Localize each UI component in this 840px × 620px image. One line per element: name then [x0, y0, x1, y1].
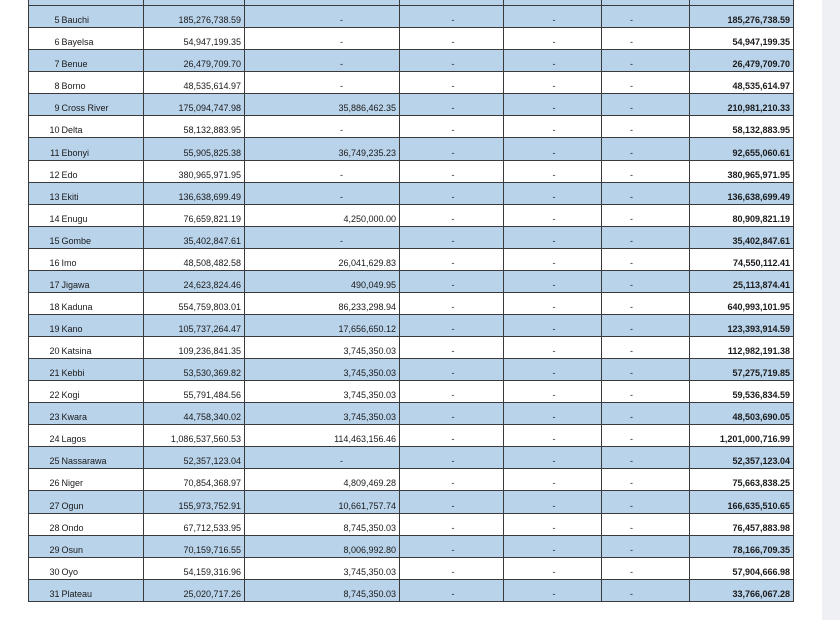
state-name: Ondo [61, 513, 144, 535]
table-row [29, 50, 794, 72]
amount-cell: - [400, 72, 504, 94]
amount-cell: 53,530,369.82 [144, 359, 245, 381]
amount-cell: - [504, 381, 602, 403]
amount-cell: 86,233,298.94 [245, 292, 400, 314]
total-cell: 185,276,738.59 [690, 6, 794, 28]
amount-cell: 185,276,738.59 [144, 6, 245, 28]
row-number: 12 [29, 160, 61, 182]
amount-cell: - [504, 513, 602, 535]
table-row [29, 337, 794, 359]
amount-cell: 4,809,469.28 [245, 469, 400, 491]
amount-cell: - [602, 337, 690, 359]
amount-cell: - [400, 469, 504, 491]
amount-cell: - [400, 557, 504, 579]
table-row [29, 226, 794, 248]
table-row [29, 535, 794, 557]
row-number: 15 [29, 226, 61, 248]
row-number: 14 [29, 204, 61, 226]
amount-cell: - [504, 94, 602, 116]
amount-cell: 8,006,992.80 [245, 535, 400, 557]
amount-cell: 8,745,350.03 [245, 579, 400, 601]
state-name: Lagos [61, 425, 144, 447]
total-cell: 48,503,690.05 [690, 403, 794, 425]
table-row [29, 314, 794, 336]
row-number: 21 [29, 359, 61, 381]
amount-cell: - [602, 182, 690, 204]
total-cell: 54,947,199.35 [690, 28, 794, 50]
amount-cell: - [504, 292, 602, 314]
table-row [29, 381, 794, 403]
row-number: 20 [29, 337, 61, 359]
state-name: Benue [61, 50, 144, 72]
state-name: Osun [61, 535, 144, 557]
row-number: 31 [29, 579, 61, 601]
amount-cell: 1,086,537,560.53 [144, 425, 245, 447]
amount-cell: - [602, 50, 690, 72]
amount-cell: - [602, 138, 690, 160]
amount-cell: - [504, 579, 602, 601]
amount-cell: - [400, 226, 504, 248]
table-row [29, 359, 794, 381]
amount-cell: - [504, 72, 602, 94]
amount-cell: 3,745,350.03 [245, 359, 400, 381]
row-number: 22 [29, 381, 61, 403]
row-number: 28 [29, 513, 61, 535]
amount-cell: 114,463,156.46 [245, 425, 400, 447]
amount-cell: - [602, 292, 690, 314]
table-row [29, 204, 794, 226]
table-row [29, 182, 794, 204]
total-cell: 380,965,971.95 [690, 160, 794, 182]
state-name: Katsina [61, 337, 144, 359]
total-cell: 48,535,614.97 [690, 72, 794, 94]
amount-cell: 25,020,717.26 [144, 579, 245, 601]
amount-cell: - [400, 50, 504, 72]
amount-cell: - [504, 337, 602, 359]
total-cell: 80,909,821.19 [690, 204, 794, 226]
amount-cell: - [504, 425, 602, 447]
amount-cell: 48,508,482.58 [144, 248, 245, 270]
amount-cell: - [602, 535, 690, 557]
total-cell: 166,635,510.65 [690, 491, 794, 513]
amount-cell: 36,749,235.23 [245, 138, 400, 160]
amount-cell: 554,759,803.01 [144, 292, 245, 314]
state-name: Kano [61, 314, 144, 336]
state-name: Bauchi [61, 6, 144, 28]
row-number: 10 [29, 116, 61, 138]
amount-cell: 490,049.95 [245, 270, 400, 292]
row-number: 6 [29, 28, 61, 50]
amount-cell: - [504, 535, 602, 557]
state-name: Nassarawa [61, 447, 144, 469]
state-name: Kogi [61, 381, 144, 403]
amount-cell: - [504, 359, 602, 381]
amount-cell: - [602, 270, 690, 292]
row-number: 13 [29, 182, 61, 204]
total-cell: 25,113,874.41 [690, 270, 794, 292]
row-number: 19 [29, 314, 61, 336]
total-cell: 33,766,067.28 [690, 579, 794, 601]
total-cell: 78,166,709.35 [690, 535, 794, 557]
amount-cell: - [602, 160, 690, 182]
amount-cell: 76,659,821.19 [144, 204, 245, 226]
amount-cell: - [400, 579, 504, 601]
state-name: Gombe [61, 226, 144, 248]
amount-cell: 54,159,316.96 [144, 557, 245, 579]
table-row [29, 138, 794, 160]
amount-cell: - [400, 28, 504, 50]
total-cell: 112,982,191.38 [690, 337, 794, 359]
row-number: 24 [29, 425, 61, 447]
table-row [29, 6, 794, 28]
amount-cell: - [504, 116, 602, 138]
row-number: 17 [29, 270, 61, 292]
state-name: Kwara [61, 403, 144, 425]
table-row [29, 160, 794, 182]
amount-cell: - [245, 116, 400, 138]
amount-cell: - [504, 491, 602, 513]
amount-cell: 55,791,484.56 [144, 381, 245, 403]
amount-cell: 26,041,629.83 [245, 248, 400, 270]
amount-cell: - [602, 94, 690, 116]
state-name: Kaduna [61, 292, 144, 314]
amount-cell: - [504, 403, 602, 425]
row-number: 8 [29, 72, 61, 94]
row-number: 25 [29, 447, 61, 469]
table-row [29, 72, 794, 94]
amount-cell: 58,132,883.95 [144, 116, 245, 138]
amount-cell: 52,357,123.04 [144, 447, 245, 469]
amount-cell: - [504, 226, 602, 248]
amount-cell: - [504, 6, 602, 28]
amount-cell: 44,758,340.02 [144, 403, 245, 425]
amount-cell: 3,745,350.03 [245, 557, 400, 579]
amount-cell: - [602, 513, 690, 535]
state-name: Jigawa [61, 270, 144, 292]
amount-cell: - [245, 50, 400, 72]
table-row [29, 579, 794, 601]
amount-cell: - [602, 359, 690, 381]
amount-cell: - [602, 248, 690, 270]
amount-cell: - [400, 248, 504, 270]
amount-cell: - [602, 72, 690, 94]
amount-cell: - [504, 160, 602, 182]
total-cell: 210,981,210.33 [690, 94, 794, 116]
amount-cell: - [504, 469, 602, 491]
table-row [29, 94, 794, 116]
row-number: 11 [29, 138, 61, 160]
amount-cell: - [400, 204, 504, 226]
row-number: 27 [29, 491, 61, 513]
amount-cell: 10,661,757.74 [245, 491, 400, 513]
amount-cell: - [504, 50, 602, 72]
total-cell: 57,904,666.98 [690, 557, 794, 579]
amount-cell: - [400, 513, 504, 535]
amount-cell: - [400, 182, 504, 204]
state-name: Enugu [61, 204, 144, 226]
amount-cell: 54,947,199.35 [144, 28, 245, 50]
amount-cell: - [504, 182, 602, 204]
row-number: 26 [29, 469, 61, 491]
amount-cell: - [504, 270, 602, 292]
amount-cell: - [602, 579, 690, 601]
amount-cell: - [602, 403, 690, 425]
total-cell: 136,638,699.49 [690, 182, 794, 204]
amount-cell: 24,623,824.46 [144, 270, 245, 292]
state-name: Niger [61, 469, 144, 491]
state-allocation-table [28, 0, 794, 602]
amount-cell: - [602, 491, 690, 513]
amount-cell: - [504, 204, 602, 226]
amount-cell: - [245, 6, 400, 28]
amount-cell: 380,965,971.95 [144, 160, 245, 182]
amount-cell: 155,973,752.91 [144, 491, 245, 513]
row-number: 18 [29, 292, 61, 314]
amount-cell: 136,638,699.49 [144, 182, 245, 204]
amount-cell: - [400, 337, 504, 359]
amount-cell: - [245, 72, 400, 94]
amount-cell: 8,745,350.03 [245, 513, 400, 535]
amount-cell: 105,737,264.47 [144, 314, 245, 336]
amount-cell: - [400, 359, 504, 381]
state-name: Imo [61, 248, 144, 270]
amount-cell: - [245, 226, 400, 248]
table-row [29, 557, 794, 579]
amount-cell: - [400, 94, 504, 116]
state-name: Edo [61, 160, 144, 182]
amount-cell: - [400, 403, 504, 425]
amount-cell: - [602, 469, 690, 491]
amount-cell: - [602, 557, 690, 579]
amount-cell: - [400, 138, 504, 160]
amount-cell: - [504, 138, 602, 160]
amount-cell: - [400, 535, 504, 557]
amount-cell: 109,236,841.35 [144, 337, 245, 359]
total-cell: 92,655,060.61 [690, 138, 794, 160]
amount-cell: - [602, 6, 690, 28]
amount-cell: - [400, 116, 504, 138]
amount-cell: - [602, 204, 690, 226]
total-cell: 58,132,883.95 [690, 116, 794, 138]
amount-cell: - [602, 226, 690, 248]
total-cell: 76,457,883.98 [690, 513, 794, 535]
state-name: Kebbi [61, 359, 144, 381]
amount-cell: - [400, 160, 504, 182]
row-number: 7 [29, 50, 61, 72]
table-row [29, 116, 794, 138]
amount-cell: - [602, 28, 690, 50]
amount-cell: 35,402,847.61 [144, 226, 245, 248]
amount-cell: - [504, 28, 602, 50]
row-number: 9 [29, 94, 61, 116]
state-name: Plateau [61, 579, 144, 601]
table-row [29, 447, 794, 469]
table-row [29, 292, 794, 314]
amount-cell: - [602, 447, 690, 469]
amount-cell: - [400, 314, 504, 336]
amount-cell: - [504, 557, 602, 579]
amount-cell: 3,745,350.03 [245, 403, 400, 425]
total-cell: 26,479,709.70 [690, 50, 794, 72]
amount-cell: 48,535,614.97 [144, 72, 245, 94]
amount-cell: 70,159,716.55 [144, 535, 245, 557]
total-cell: 123,393,914.59 [690, 314, 794, 336]
state-name: Ogun [61, 491, 144, 513]
amount-cell: 70,854,368.97 [144, 469, 245, 491]
amount-cell: 67,712,533.95 [144, 513, 245, 535]
total-cell: 59,536,834.59 [690, 381, 794, 403]
state-name: Ebonyi [61, 138, 144, 160]
state-name: Delta [61, 116, 144, 138]
amount-cell: - [245, 182, 400, 204]
state-name: Cross River [61, 94, 144, 116]
amount-cell: - [504, 248, 602, 270]
total-cell: 1,201,000,716.99 [690, 425, 794, 447]
amount-cell: - [400, 425, 504, 447]
total-cell: 57,275,719.85 [690, 359, 794, 381]
table-row [29, 28, 794, 50]
table-row [29, 403, 794, 425]
state-name: Oyo [61, 557, 144, 579]
amount-cell: 4,250,000.00 [245, 204, 400, 226]
total-cell: 74,550,112.41 [690, 248, 794, 270]
amount-cell: - [400, 292, 504, 314]
state-name: Bayelsa [61, 28, 144, 50]
table-row [29, 469, 794, 491]
row-number: 5 [29, 6, 61, 28]
amount-cell: 3,745,350.03 [245, 337, 400, 359]
amount-cell: - [245, 28, 400, 50]
amount-cell: 175,094,747.98 [144, 94, 245, 116]
amount-cell: - [602, 381, 690, 403]
table-row [29, 248, 794, 270]
amount-cell: - [400, 447, 504, 469]
amount-cell: 35,886,462.35 [245, 94, 400, 116]
amount-cell: - [602, 116, 690, 138]
table-row [29, 513, 794, 535]
row-number: 29 [29, 535, 61, 557]
amount-cell: 55,905,825.38 [144, 138, 245, 160]
amount-cell: - [245, 447, 400, 469]
table-row [29, 425, 794, 447]
table-row [29, 491, 794, 513]
state-name: Ekiti [61, 182, 144, 204]
amount-cell: 17,656,650.12 [245, 314, 400, 336]
amount-cell: - [504, 314, 602, 336]
table-row [29, 270, 794, 292]
amount-cell: - [245, 160, 400, 182]
total-cell: 640,993,101.95 [690, 292, 794, 314]
row-number: 16 [29, 248, 61, 270]
amount-cell: - [504, 447, 602, 469]
amount-cell: 26,479,709.70 [144, 50, 245, 72]
total-cell: 52,357,123.04 [690, 447, 794, 469]
amount-cell: - [400, 270, 504, 292]
amount-cell: - [400, 6, 504, 28]
amount-cell: - [602, 314, 690, 336]
state-name: Borno [61, 72, 144, 94]
amount-cell: - [602, 425, 690, 447]
amount-cell: - [400, 491, 504, 513]
allocation-table-wrapper [28, 0, 794, 602]
amount-cell: - [400, 381, 504, 403]
row-number: 30 [29, 557, 61, 579]
total-cell: 35,402,847.61 [690, 226, 794, 248]
row-number: 23 [29, 403, 61, 425]
amount-cell: 3,745,350.03 [245, 381, 400, 403]
total-cell: 75,663,838.25 [690, 469, 794, 491]
